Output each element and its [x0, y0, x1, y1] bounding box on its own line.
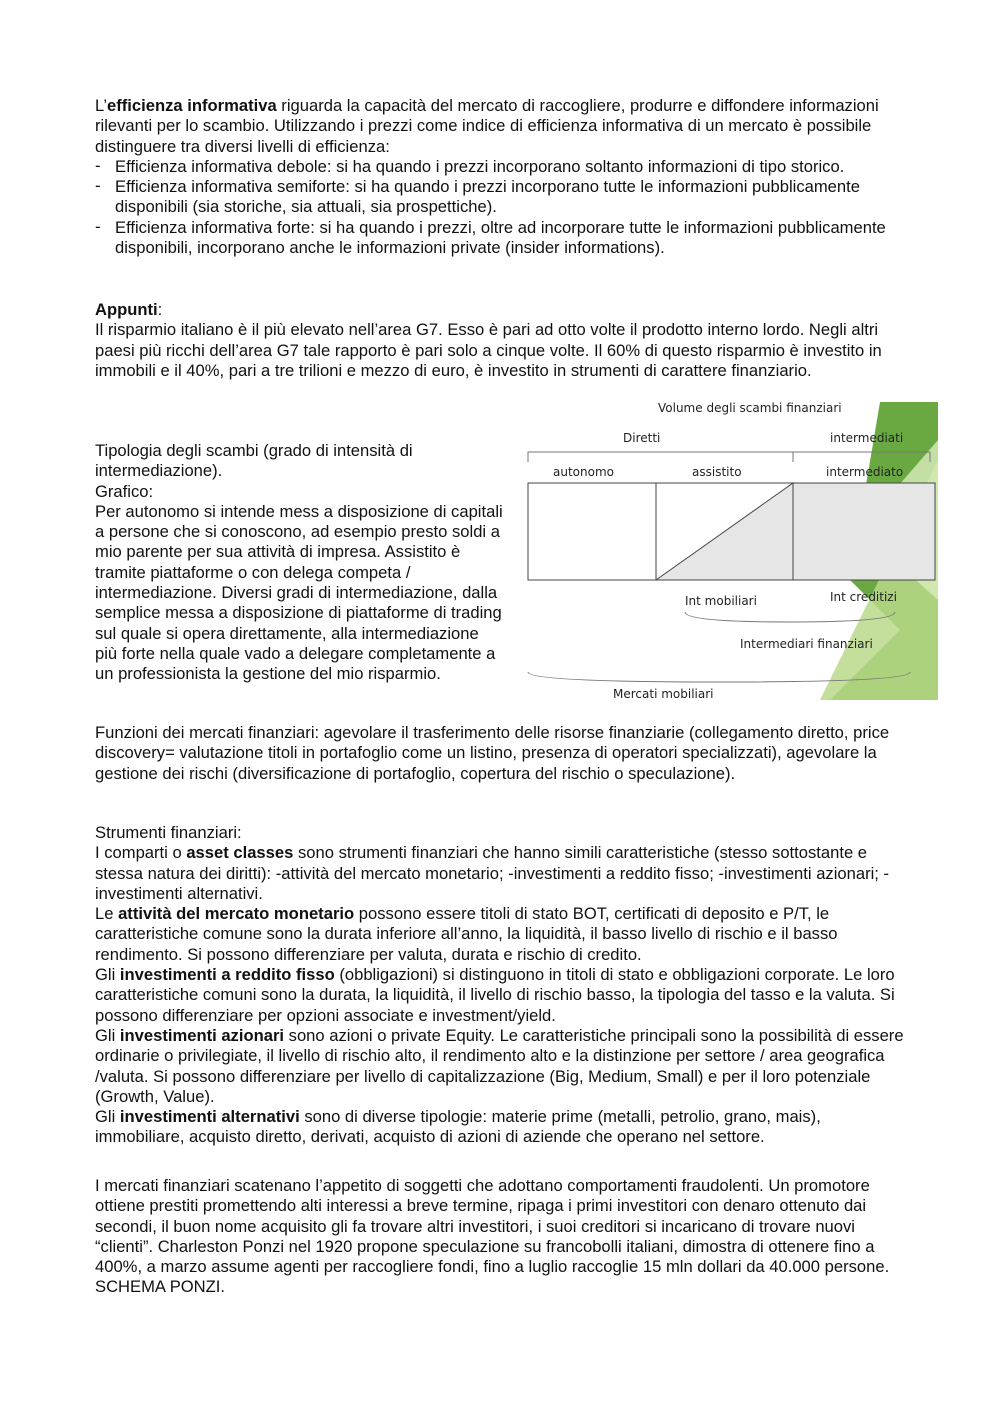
bold-term: investimenti alternativi: [119, 1107, 300, 1127]
label-int-mobiliari: Int mobiliari: [685, 594, 757, 608]
strumenti-mercato-monetario: [95, 904, 910, 965]
text-span: sono di diverse tipologie: materie prime (metalli, petrolio, grano, mais), immobiliare, acquisto diretto, derivati, acquisto di azioni di aziende che operano nel settore.: [95, 1107, 821, 1147]
text-span: L’: [95, 96, 107, 115]
tipologia-text: Per autonomo si intende mess a disposizione di capitali a persone che si conoscono, ad esempio presto soldi a mio parente per sua attività di impresa. Assistito è tramite piattaforme o con delega competa / intermediazione. Diversi gradi di intermediazione, dalla semplice messa a disposizione di piattaforme di trading sul quale si opera direttamente, alla intermediazione più forte nella quale vado a delegare completamente a un professionista la gestione del mio risparmio.: [95, 501, 503, 684]
diagram-title: Volume degli scambi finanziari: [658, 401, 842, 415]
funzioni-text: Funzioni dei mercati finanziari: agevolare il trasferimento delle risorse finanziarie (collegamento diretto, price discovery= valutazione titoli in portafoglio come un listino, presenza di operatori specializzati), agevolare la gestione dei rischi (diversificazione di portafoglio, copertura del rischio o speculazione).: [95, 723, 890, 783]
label-assistito: assistito: [692, 465, 742, 479]
text-span: Gli: [95, 1107, 120, 1127]
label-diretti: Diretti: [623, 431, 661, 445]
ponzi-text: I mercati finanziari scatenano l’appetito di soggetti che adottano comportamenti fraudolenti. Un promotore ottiene prestiti promettendo alti interessi a breve termine, ripaga i primi investitori con denaro ottenuto dai secondi, il buon nome acquisito gli fa trovare altri investitori, i suoi creditori si incaricano di trovare nuovi “clienti”. Charleston Ponzi nel 1920 propone speculazione su francobolli italiani, dimostra di ottenere fino a 400%, a marzo assume agenti per raccogliere fondi, fino a luglio raccoglie 15 mln dollari da 40.000 persone. SCHEMA PONZI.: [95, 1176, 890, 1297]
exchange-volume-diagram: [520, 400, 938, 702]
ponzi-section: [95, 1176, 910, 1298]
label-intermediati: intermediati: [830, 431, 904, 445]
text-span: I comparti o: [95, 843, 187, 863]
bold-term: attività del mercato monetario: [118, 904, 355, 924]
bold-term: efficienza informativa: [107, 96, 277, 115]
text-span: riguarda la capacità del mercato di raccogliere, produrre e diffondere informazioni rilevanti per lo scambio. Utilizzando i prezzi come indice di efficienza informativa di un mercato è possibile distinguere tra diversi livelli di efficienza:: [95, 96, 879, 156]
intermediato-area: [793, 483, 935, 580]
label-int-creditizi: Int creditizi: [830, 590, 897, 604]
appunti-text: Il risparmio italiano è il più elevato nell’area G7. Esso è pari ad otto volte il prodotto interno lordo. Negli altri paesi più ricchi dell’area G7 tale rapporto è pari solo a cinque volte. Il 60% di questo risparmio è investito in immobili e il 40%, pari a tre trilioni e mezzo di euro, è investito in strumenti di carattere finanziario.: [95, 320, 882, 380]
appunti-heading: [95, 300, 910, 320]
brace-top: [528, 452, 930, 462]
efficiency-intro: [95, 96, 910, 157]
text-span: :: [157, 300, 163, 319]
tipologia-section: [95, 441, 505, 685]
bold-term: Appunti: [95, 300, 158, 319]
strumenti-reddito-fisso: [95, 965, 910, 1026]
text-span: Gli: [95, 1025, 120, 1045]
efficiency-section: [95, 96, 910, 258]
text-span: sono azioni o private Equity. Le caratteristiche principali sono la possibilità di essere ordinarie o privilegiate, il livello di rischio alto, il rendimento alto e la distinzione per settore / area geografica /valuta. Si possono differenziare per livello di capitalizzazione (Big, Medium, Small) e per il loro potenziale (Growth, Value).: [95, 1025, 904, 1106]
efficiency-item-semistrong: - Efficienza informativa semiforte: si ha quando i prezzi incorporano tutte le informazioni pubblicamente disponibili (sia storiche, sia attuali, sia prospettiche).: [95, 177, 910, 218]
efficiency-item-strong: - Efficienza informativa forte: si ha quando i prezzi, oltre ad incorporare tutte le informazioni pubblicamente disponibili, incorporano anche le informazioni private (insider informations).: [95, 218, 910, 259]
label-mercati-mobiliari: Mercati mobiliari: [613, 687, 714, 701]
text-span: possono essere titoli di stato BOT, certificati di deposito e P/T, le caratteristiche comune sono la durata inferiore all’anno, la liquidità, il basso livello di rischio e il basso rendimento. Si possono differenziare per valuta, durata e rischio di credito.: [95, 904, 838, 964]
strumenti-section: [95, 823, 910, 1148]
label-autonomo: autonomo: [553, 465, 614, 479]
text-span: (obbligazioni) si distinguono in titoli di stato e obbligazioni corporate. Le loro caratteristiche comuni sono la durata, la liquidità, il livello di rischio basso, la tipologia del tasso e la valuta. Si possono differenziare per opzioni associate e investment/yield.: [95, 965, 895, 1025]
text-span: sono strumenti finanziari che hanno simili caratteristiche (stesso sottostante e stessa natura dei diritti): -attività del mercato monetario; -investimenti a reddito fisso; -investimenti azionari; -investimenti alternativi.: [95, 843, 890, 903]
text-span: Le: [95, 904, 119, 924]
bold-term: investimenti a reddito fisso: [119, 965, 335, 985]
strumenti-azionari: [95, 1026, 910, 1107]
strumenti-asset-classes: [95, 843, 910, 904]
text-span: Gli: [95, 965, 120, 985]
efficiency-item-weak: - Efficienza informativa debole: si ha quando i prezzi incorporano soltanto informazioni di tipo storico.: [95, 157, 910, 177]
strumenti-heading: Strumenti finanziari:: [95, 823, 242, 842]
tipologia-title: Tipologia degli scambi (grado di intensità di intermediazione).: [95, 441, 413, 481]
label-intermediato: intermediato: [826, 465, 904, 479]
bold-term: asset classes: [186, 843, 294, 863]
appunti-section: [95, 300, 910, 381]
tipologia-grafico-label: Grafico:: [95, 481, 154, 501]
funzioni-section: [95, 723, 910, 784]
strumenti-alternativi: [95, 1107, 910, 1148]
bold-term: investimenti azionari: [119, 1025, 285, 1045]
label-intermediari-finanziari: Intermediari finanziari: [740, 637, 873, 651]
